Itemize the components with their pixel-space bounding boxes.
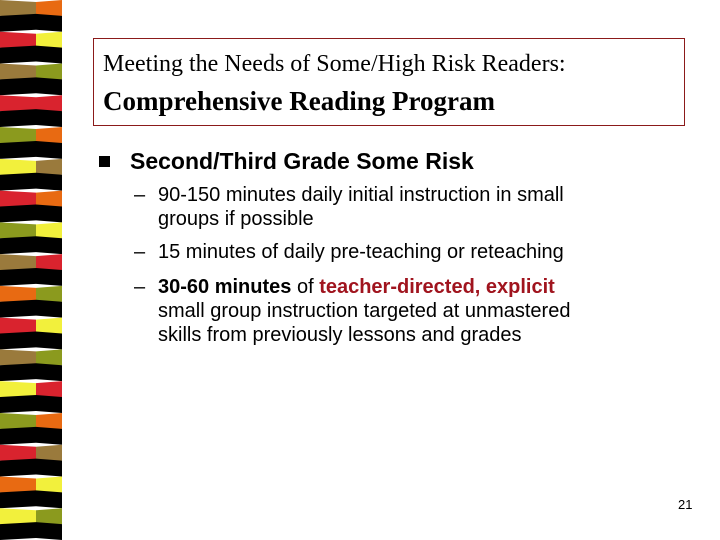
sub-bullet-1-text bbox=[158, 183, 564, 231]
stripe-block bbox=[0, 427, 36, 445]
stripe-block bbox=[0, 141, 36, 159]
stripe-block bbox=[0, 204, 36, 222]
stripe-block bbox=[36, 427, 62, 445]
stripe-block bbox=[36, 46, 62, 64]
sub-bullet-3-mid: of bbox=[291, 276, 320, 298]
page-number: 21 bbox=[678, 497, 693, 512]
sub-bullet-3-bold: 30-60 minutes bbox=[158, 276, 292, 298]
sub-bullet-3-red: teacher-directed, explicit bbox=[319, 276, 555, 298]
stripe-block bbox=[36, 459, 62, 477]
stripe-block bbox=[0, 300, 36, 318]
sub-bullet-2-text: 15 minutes of daily pre-teaching or reteaching bbox=[158, 241, 564, 263]
stripe-block bbox=[36, 141, 62, 159]
stripe-block bbox=[36, 363, 62, 381]
stripe-block bbox=[0, 522, 36, 540]
stripe-block bbox=[0, 14, 36, 32]
title-line-1: Meeting the Needs of Some/High Risk Readers: bbox=[103, 51, 566, 77]
stripe-block bbox=[0, 332, 36, 350]
stripe-block bbox=[36, 236, 62, 254]
stripe-block bbox=[36, 109, 62, 127]
bullet-square-icon bbox=[99, 156, 110, 167]
sub-bullet-3-line-2: small group instruction targeted at unmastered bbox=[158, 300, 571, 322]
stripe-block bbox=[36, 173, 62, 191]
stripe-block bbox=[0, 77, 36, 95]
dash-icon: – bbox=[134, 241, 146, 263]
stripe-block bbox=[36, 204, 62, 222]
stripe-block bbox=[36, 332, 62, 350]
stripe-block bbox=[36, 14, 62, 32]
stripe-block bbox=[0, 395, 36, 413]
sub-bullet-3-line-3: skills from previously lessons and grades bbox=[158, 324, 522, 346]
stripe-graphic bbox=[0, 0, 80, 540]
stripe-block bbox=[0, 236, 36, 254]
stripe-block bbox=[36, 268, 62, 286]
dash-icon: – bbox=[134, 276, 146, 298]
stripe-block bbox=[0, 109, 36, 127]
title-line-2: Comprehensive Reading Program bbox=[103, 86, 495, 116]
stripe-block bbox=[36, 77, 62, 95]
title-box bbox=[93, 38, 685, 126]
stripe-block bbox=[36, 395, 62, 413]
sub-bullet-3-text bbox=[158, 275, 570, 347]
stripe-block bbox=[0, 490, 36, 508]
stripe-block bbox=[36, 490, 62, 508]
stripe-block bbox=[36, 522, 62, 540]
stripe-block bbox=[0, 363, 36, 381]
stripe-block bbox=[0, 46, 36, 64]
stripe-block bbox=[0, 459, 36, 477]
dash-icon: – bbox=[134, 184, 146, 206]
stripe-block bbox=[0, 268, 36, 286]
sub-bullet-1-line-1: 90-150 minutes daily initial instruction in small bbox=[158, 184, 564, 206]
stripe-block bbox=[0, 173, 36, 191]
sub-bullet-1-line-2: groups if possible bbox=[158, 208, 314, 230]
main-bullet-text: Second/Third Grade Some Risk bbox=[130, 148, 474, 174]
decorative-stripe bbox=[0, 0, 80, 540]
stripe-block bbox=[36, 300, 62, 318]
